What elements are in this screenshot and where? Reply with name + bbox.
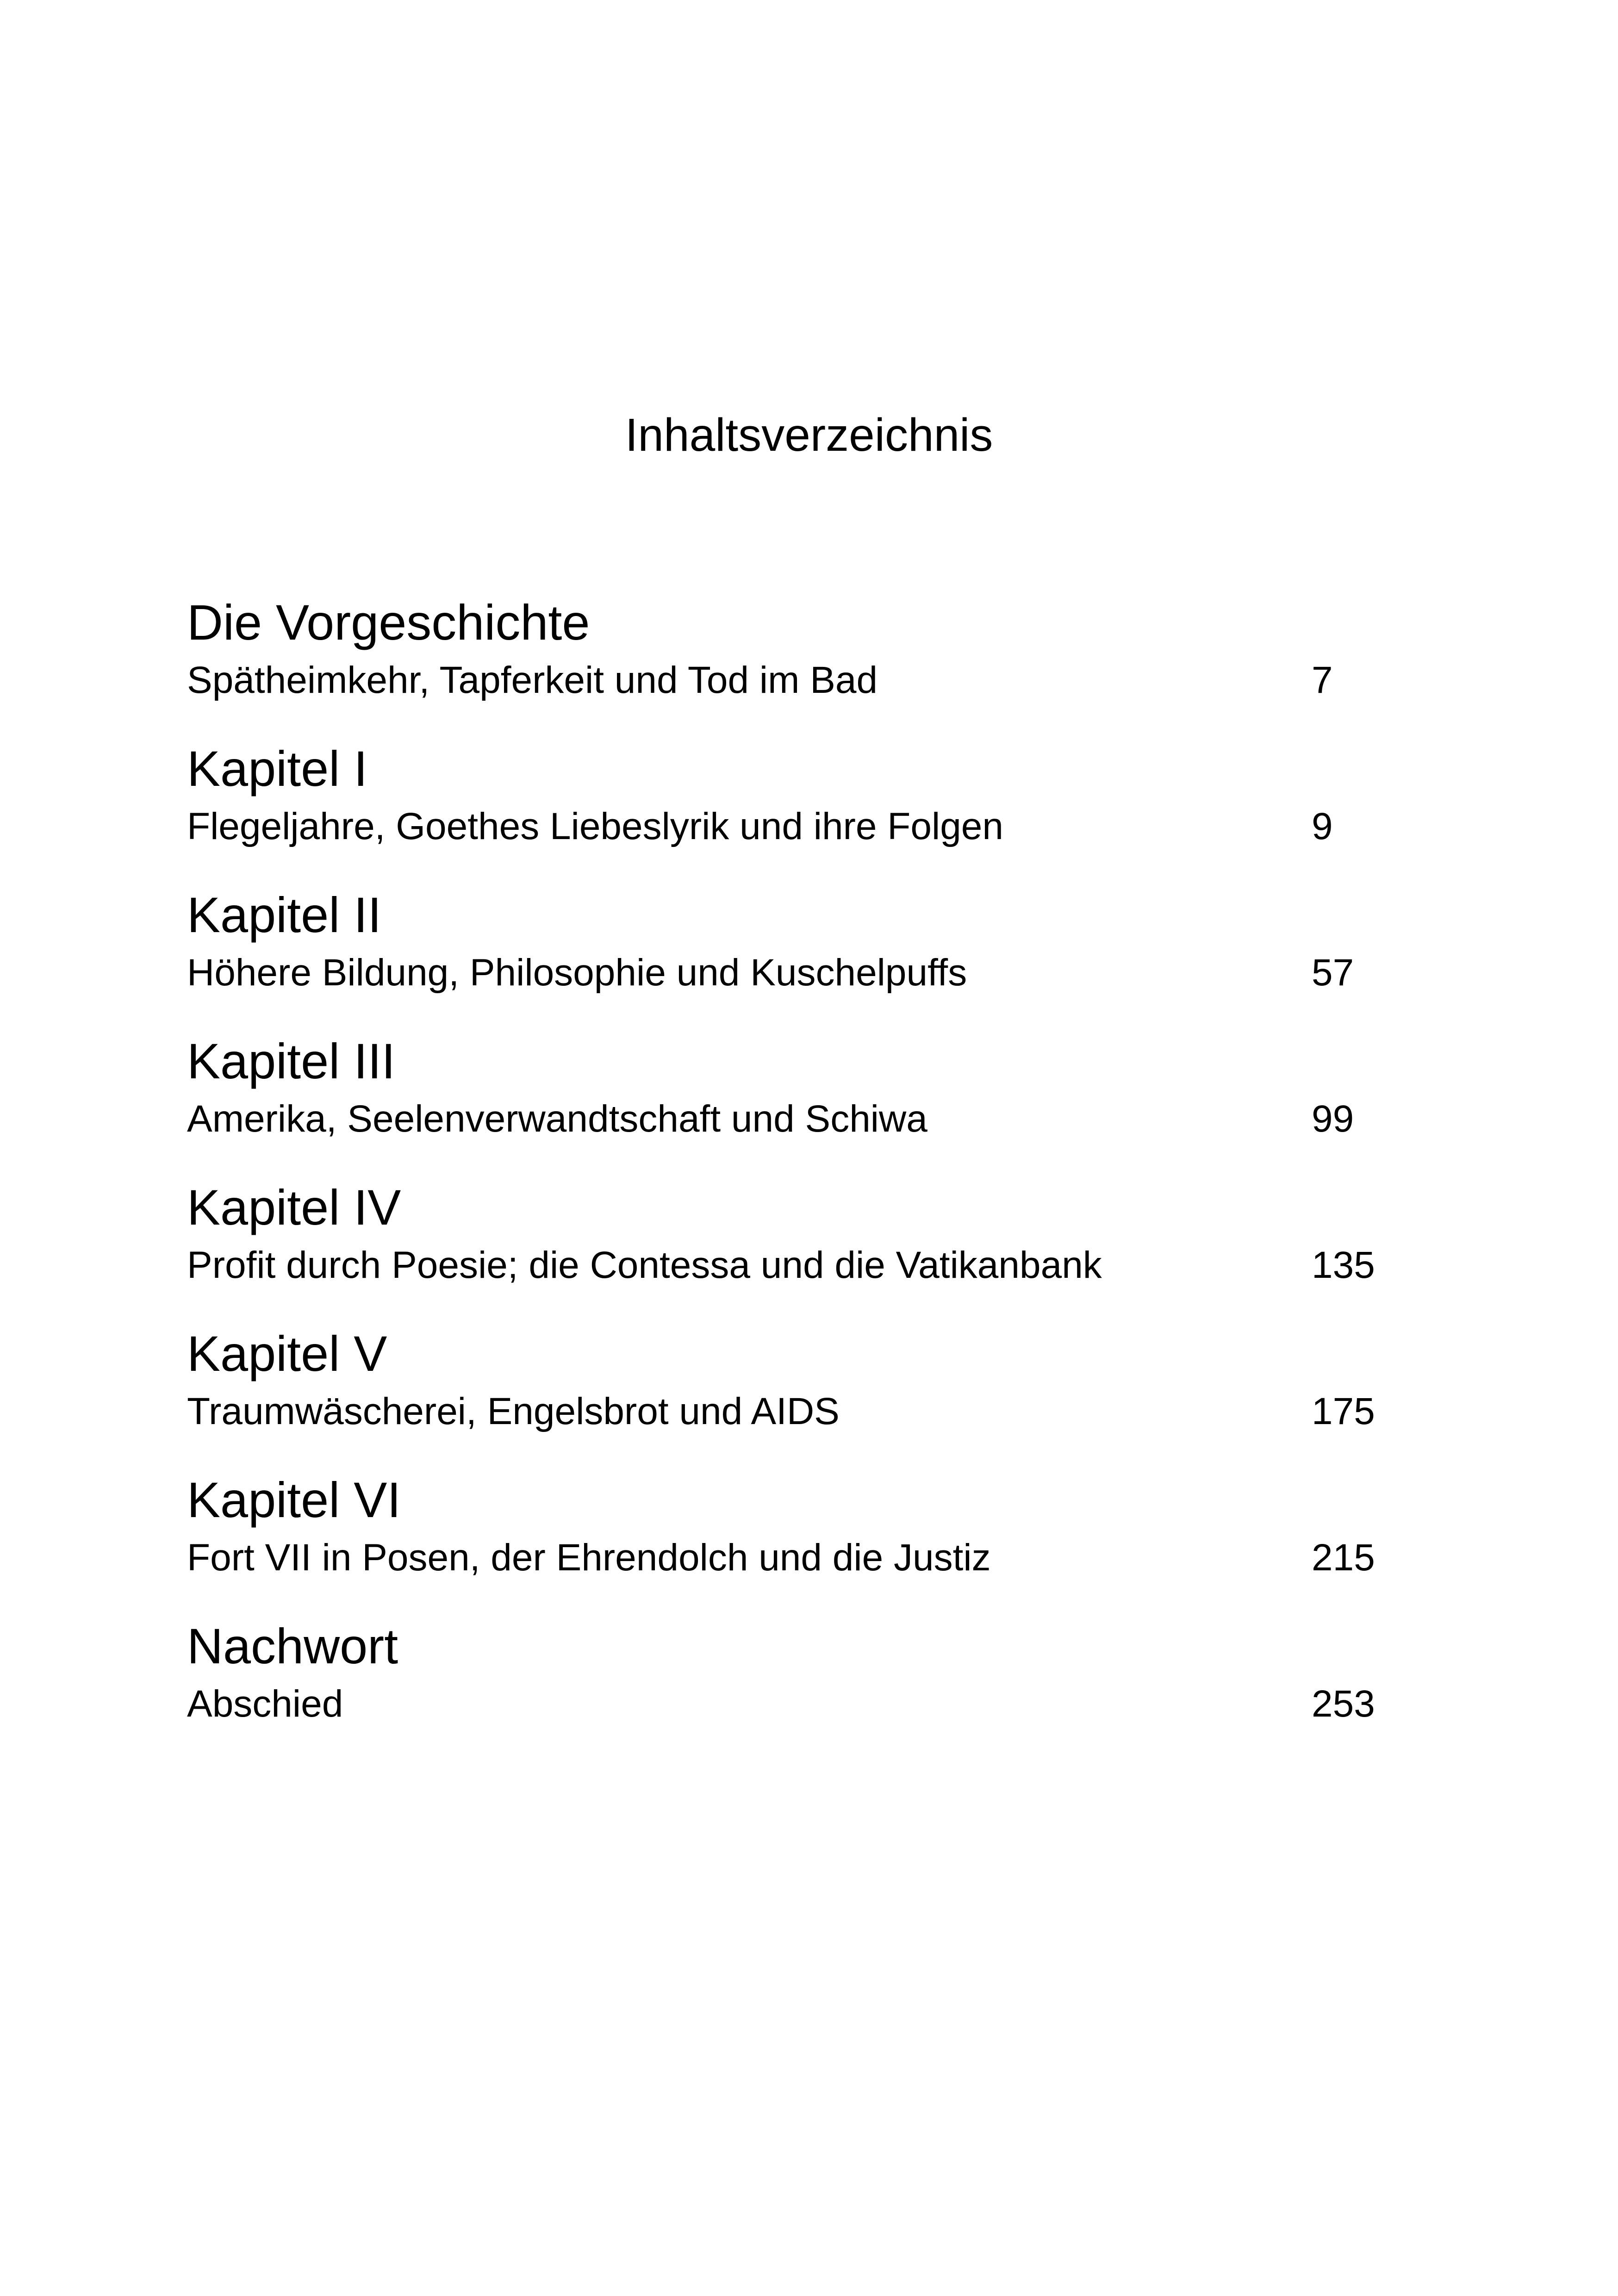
page-number: 175 <box>1312 1390 1375 1432</box>
chapter-heading: Kapitel I <box>187 740 368 796</box>
chapter-heading: Kapitel III <box>187 1033 396 1089</box>
chapter-heading: Nachwort <box>187 1618 398 1674</box>
page-number: 99 <box>1312 1098 1354 1140</box>
chapter-subtitle: Spätheimkehr, Tapferkeit und Tod im Bad <box>187 659 878 701</box>
chapter-heading: Kapitel IV <box>187 1179 401 1235</box>
toc-entry-kapitel-6 <box>187 1465 1437 1612</box>
page-number: 9 <box>1312 805 1333 847</box>
toc-entry-kapitel-3 <box>187 1027 1437 1173</box>
chapter-subtitle: Höhere Bildung, Philosophie und Kuschelpuffs <box>187 952 967 994</box>
chapter-subtitle: Amerika, Seelenverwandtschaft und Schiwa <box>187 1098 927 1140</box>
table-of-contents <box>187 588 1437 1758</box>
chapter-subtitle: Fort VII in Posen, der Ehrendolch und die Justiz <box>187 1537 991 1579</box>
toc-entry-kapitel-4 <box>187 1173 1437 1319</box>
toc-entry-kapitel-1 <box>187 734 1437 880</box>
toc-entry-vorgeschichte <box>187 588 1437 734</box>
toc-entry-kapitel-2 <box>187 880 1437 1027</box>
chapter-subtitle: Abschied <box>187 1683 343 1725</box>
chapter-subtitle: Traumwäscherei, Engelsbrot und AIDS <box>187 1390 840 1432</box>
toc-entry-nachwort <box>187 1612 1437 1758</box>
chapter-subtitle: Profit durch Poesie; die Contessa und die Vatikanbank <box>187 1244 1102 1286</box>
page-number: 7 <box>1312 659 1333 701</box>
toc-entry-kapitel-5 <box>187 1319 1437 1465</box>
page-number: 253 <box>1312 1683 1375 1725</box>
page-number: 215 <box>1312 1537 1375 1579</box>
page-number: 57 <box>1312 952 1354 994</box>
chapter-heading: Die Vorgeschichte <box>187 594 590 650</box>
page-number: 135 <box>1312 1244 1375 1286</box>
page-title: Inhaltsverzeichnis <box>625 409 993 461</box>
chapter-heading: Kapitel V <box>187 1325 387 1381</box>
chapter-heading: Kapitel VI <box>187 1472 401 1528</box>
chapter-heading: Kapitel II <box>187 887 382 943</box>
chapter-subtitle: Flegeljahre, Goethes Liebeslyrik und ihre Folgen <box>187 805 1004 847</box>
